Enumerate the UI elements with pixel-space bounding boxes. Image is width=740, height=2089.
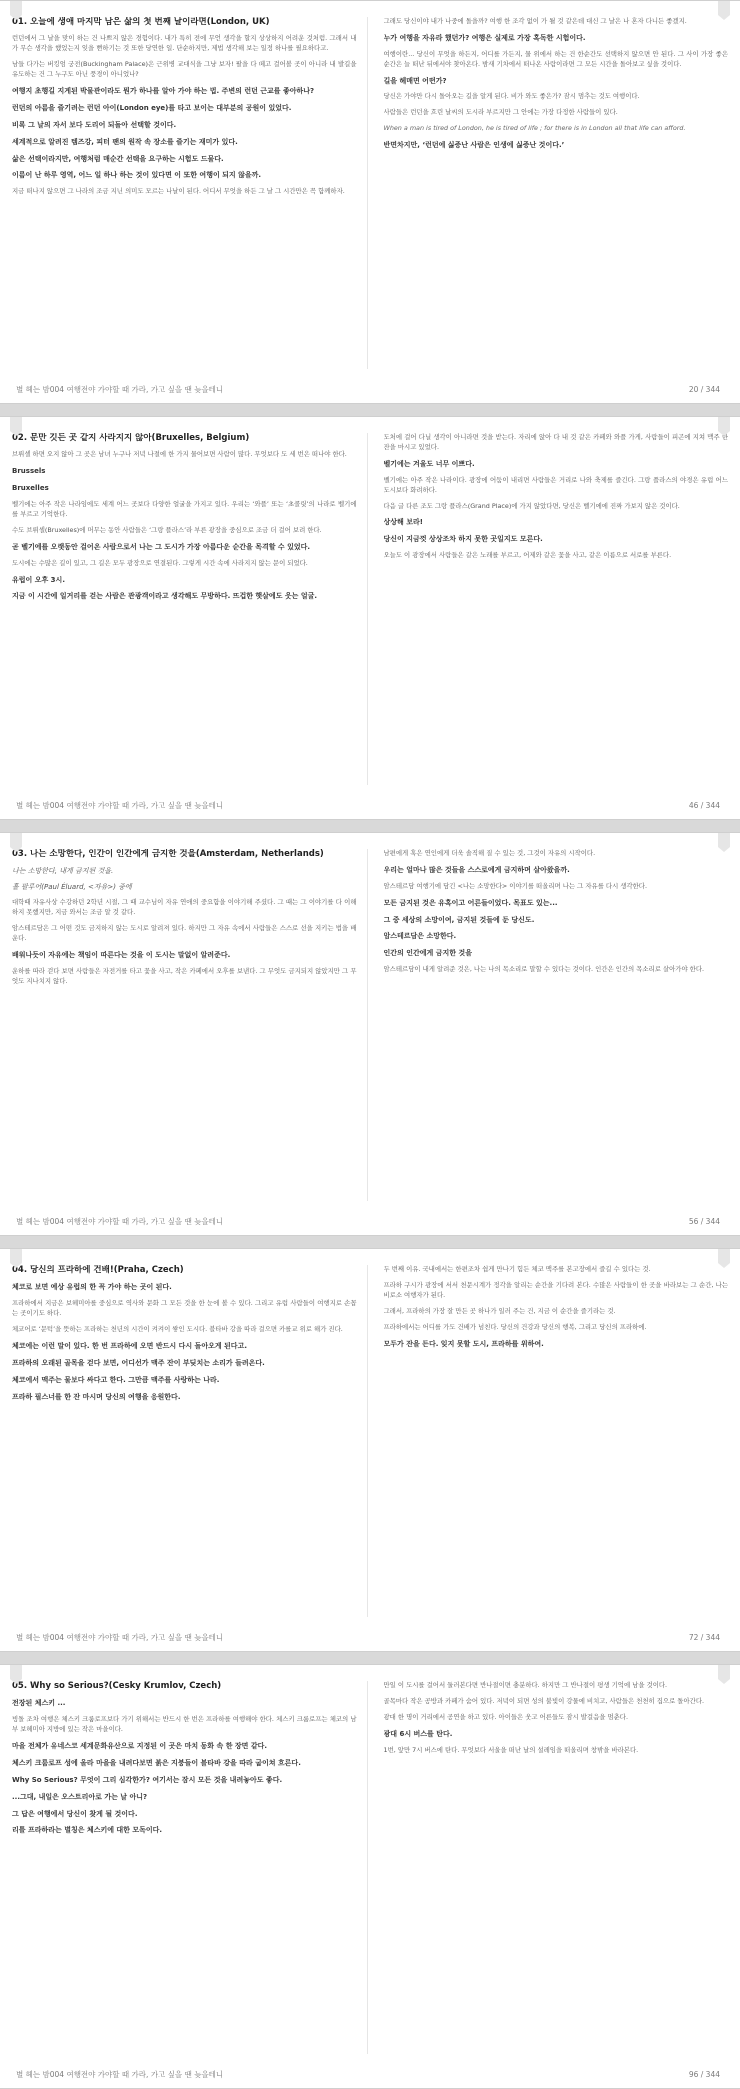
left-column: [12, 1681, 368, 2054]
body-paragraph: 그 중 세상의 소망이여, 금지된 것들에 둔 당신도.: [383, 915, 535, 924]
body-paragraph: 체코에는 이런 말이 있다. 한 번 프라하에 오면 반드시 다시 돌아오게 된다고.: [12, 1342, 247, 1351]
book-page-spread: [0, 0, 740, 404]
body-paragraph: 반면차지만, ‘런던에 싫증난 사람은 인생에 싫증난 것이다.’: [383, 141, 565, 150]
bookmark-right-icon[interactable]: [718, 1665, 730, 1679]
body-paragraph: 체코어로 ‘문턱’을 뜻하는 프라하는 천년의 시간이 켜켜이 쌓인 도시다. 블타바 강을 따라 걸으면 카를교 위로 해가 진다.: [12, 1325, 343, 1334]
body-paragraph: 빙돌 조차 여행은 체스키 크룸로프보다 가기 위해서는 반드시 한 번은 프라하를 여행해야 한다. 체스키 크룸로프는 체코의 남부 보헤미아 지방에 있는 작은 마을이다.: [12, 1715, 357, 1734]
body-paragraph: 프라하에서 지금은 보헤미아를 중심으로 역사와 문화 그 모든 것을 한 눈에 볼 수 있다. 그리고 유럽 사람들이 여행지로 손꼽는 곳이기도 하다.: [12, 1299, 357, 1318]
page-gap: [0, 1236, 740, 1248]
page-number: 72 / 344: [688, 1633, 720, 1642]
left-column: [12, 17, 368, 369]
left-column: [12, 849, 368, 1201]
body-paragraph: 누가 여행을 자유라 했던가? 여행은 실제로 가장 혹독한 시험이다.: [383, 33, 586, 42]
body-paragraph: 런던에서 그 날을 맞이 하는 건 나쁘지 않은 경험이다. 내가 특히 전에 무언 생각을 할지 상상하지 어려운 것처럼. 그래서 내가 무슨 생각을 했었는지 잊을 뻔하기는 것 또한 당연한 일. 단순하지만, 제법 생각해 보는 일정 하나를 필요하다고.: [12, 34, 357, 53]
body-paragraph: 1번, 앞만 7시 버스에 탄다. 무엇보다 서울을 떠난 날의 설레임을 떠올리며 창밖을 바라본다.: [383, 1745, 639, 1754]
chapter-heading: 03. 나는 소망한다, 인간이 인간에게 금지한 것을(Amsterdam, Netherlands): [12, 849, 324, 859]
right-column: [384, 433, 729, 785]
body-paragraph: 체코로 보면 예상 유럽의 한 꼭 가야 하는 곳이 된다.: [12, 1283, 172, 1292]
page-number: 56 / 344: [688, 1217, 720, 1226]
page-columns: [0, 833, 740, 1201]
page-gap: [0, 404, 740, 416]
epigraph-source: 홀 팔루어(Paul Éluard, <자유>) 중에: [12, 883, 132, 892]
body-paragraph: 골목마다 작은 공방과 카페가 숨어 있다. 저녁이 되면 성의 불빛이 강물에 비치고, 사람들은 천천히 집으로 돌아간다.: [383, 1696, 705, 1705]
body-paragraph: 지금 떠나지 않으면 그 나라의 조금 지닌 의미도 모르는 나날이 된다. 어디서 무엇을 하든 그 날 그 시간만은 꼭 함께하자.: [12, 187, 345, 196]
body-paragraph: 그래서, 프라하의 가장 잘 만든 곳 하나가 일러 주는 건, 지금 이 순간을 즐기라는 것.: [383, 1306, 616, 1315]
body-paragraph: 암스테르담은 소망한다.: [383, 932, 457, 941]
body-paragraph: 프라하에서는 어디를 가도 건배가 넘친다. 당신의 건강과 당신의 행복, 그리고 당신의 프라하에.: [383, 1322, 647, 1331]
chapter-heading: 02. 문만 깃든 곳 같지 사라지지 않아(Bruxelles, Belgium): [12, 433, 250, 443]
body-paragraph: 사람들은 런던을 흐린 날씨의 도시라 부르지만 그 안에는 가장 다정한 사람들이 있다.: [383, 108, 618, 117]
running-footer-text: 별 헤는 밤004 여행전야 가야할 때 가라, 가고 싶을 땐 늦을테니: [16, 2070, 224, 2079]
page-columns: [0, 1, 740, 369]
page-footer: [0, 2069, 740, 2080]
body-paragraph: 비록 그 날의 자서 보다 도리어 되돌아 선택할 것이다.: [12, 120, 177, 129]
book-page-spread: [0, 1248, 740, 1652]
body-paragraph: 광대 6시 버스를 탄다.: [383, 1729, 453, 1738]
body-paragraph: 체코에서 맥주는 물보다 싸다고 한다. 그만큼 맥주를 사랑하는 나라.: [12, 1375, 220, 1384]
body-paragraph: ...그대, 내일은 오스트리아로 가는 날 아니?: [12, 1792, 148, 1801]
running-footer-text: 별 헤는 밤004 여행전야 가야할 때 가라, 가고 싶을 땐 늦을테니: [16, 801, 224, 810]
body-paragraph: 프라하 필스너를 한 잔 마시며 당신의 여행을 응원한다.: [12, 1392, 181, 1401]
page-number: 20 / 344: [688, 385, 720, 394]
page-number: 46 / 344: [688, 801, 720, 810]
page-columns: [0, 417, 740, 785]
body-paragraph: 상상해 보라!: [383, 518, 423, 527]
page-columns: [0, 1249, 740, 1617]
body-paragraph: 벨기에는 겨울도 너무 이쁘다.: [383, 459, 475, 468]
right-column: [384, 1681, 729, 2054]
body-paragraph: 프라하의 오래된 골목을 걷다 보면, 어디선가 맥주 잔이 부딪치는 소리가 들려온다.: [12, 1358, 265, 1367]
body-paragraph: Brussels: [12, 467, 46, 476]
body-paragraph: 광대 한 명이 거리에서 공연을 하고 있다. 아이들은 웃고 어른들도 잠시 발걸음을 멈춘다.: [383, 1712, 629, 1721]
body-paragraph: 남들 다가는 버킹엄 궁전(Buckingham Palace)은 근위병 교대식을 그냥 보자! 팔을 다 떼고 걸어볼 곳이 아니라 내 발길을 유도하는 건 그 누구도 아닌 풍경이 아니었나?: [12, 60, 357, 79]
body-paragraph: 삶은 선택이라지만, 여행처럼 매순간 선택을 요구하는 시험도 드물다.: [12, 154, 224, 163]
body-paragraph: Why So Serious? 무엇이 그리 심각한가? 여기서는 잠시 모든 것을 내려놓아도 좋다.: [12, 1775, 283, 1784]
chapter-heading: 05. Why so Serious?(Cesky Krumlov, Czech): [12, 1681, 222, 1691]
body-paragraph: 리틀 프라하라는 별칭은 체스키에 대한 모독이다.: [12, 1826, 163, 1835]
body-paragraph: 암스테르담이 내게 알려준 것은, 나는 나의 목소리로 말할 수 있다는 것이다. 인간은 인간의 목소리로 살아가야 한다.: [383, 965, 705, 974]
page-footer: [0, 384, 740, 395]
body-paragraph: 프라하 구시가 광장에 서서 천문시계가 정각을 알리는 순간을 기다려 본다. 수많은 사람들이 한 곳을 바라보는 그 순간, 나는 비로소 여행자가 된다.: [383, 1280, 728, 1299]
body-paragraph: 암스테르담 여행기에 담긴 <나는 소망한다> 이야기를 떠올리며 나는 그 자유를 다시 생각한다.: [383, 881, 647, 890]
page-number: 96 / 344: [688, 2070, 720, 2079]
chapter-heading: 04. 당신의 프라하에 건배!(Praha, Czech): [12, 1265, 184, 1275]
body-paragraph: 당신이 지금껏 상상조차 하지 못한 곳일지도 모른다.: [383, 535, 543, 544]
page-footer: [0, 1216, 740, 1227]
body-paragraph: 모두가 잔을 든다. 잊지 못할 도시, 프라하를 위하여.: [383, 1339, 544, 1348]
bookmark-right-icon[interactable]: [718, 1249, 730, 1263]
body-paragraph: 대학때 자유사상 수강하던 2학년 시절, 그 때 교수님이 자유 연애의 중요함을 이야기해 주셨다. 그 때는 그 이야기를 다 이해하지 못했지만, 지금 와서는 조금 알 것 같다.: [12, 898, 357, 917]
page-footer: [0, 800, 740, 811]
body-paragraph: 오늘도 이 광장에서 사람들은 같은 노래를 부르고, 어제와 같은 꽃을 사고, 같은 이름으로 서로를 부른다.: [383, 551, 672, 560]
body-paragraph: 지금 이 시간에 일거리를 걷는 사람은 관광객이라고 생각해도 무방하다. 뜨겁한 햇살에도 웃는 얼굴.: [12, 592, 318, 601]
book-page-spread: [0, 416, 740, 820]
body-paragraph: 모든 금지된 것은 유혹이고 어른들이었다. 목표도 있는...: [383, 898, 558, 907]
body-paragraph: 브뤼셀 하면 오지 않아 그 곳은 남녀 누구나 저녁 나절에 한 가지 물어보면 사람이 많다. 무엇보다 도 세 번은 떠나야 한다.: [12, 450, 347, 459]
bookmark-left-icon[interactable]: [10, 1, 22, 15]
book-page-spread: [0, 832, 740, 1236]
body-paragraph: 이름이 난 하루 영역, 어느 일 하나 하는 것이 있다면 이 또한 여행이 되지 않을까.: [12, 171, 262, 180]
body-paragraph: 곧 벨기에를 오랫동안 걸어온 사람으로서 나는 그 도시가 가장 아름다운 순간을 목격할 수 있었다.: [12, 542, 311, 551]
body-paragraph: 세계적으로 알려진 템즈강, 피터 팬의 원작 속 장소를 즐기는 재미가 있다.: [12, 137, 238, 146]
page-gap: [0, 1652, 740, 1664]
running-footer-text: 별 헤는 밤004 여행전야 가야할 때 가라, 가고 싶을 땐 늦을테니: [16, 1217, 224, 1226]
bookmark-right-icon[interactable]: [718, 1, 730, 15]
body-paragraph: 두 번째 이유. 국내에서는 한편조차 쉽게 만나기 힘든 체코 맥주를 본고장에서 즐길 수 있다는 것.: [383, 1265, 651, 1273]
body-paragraph: 여행지 초행길 지게된 박물관이라도 뭔가 하나를 알아 가야 하는 법. 주변의 런던 근교를 좋아하나?: [12, 87, 315, 96]
running-footer-text: 별 헤는 밤004 여행전야 가야할 때 가라, 가고 싶을 땐 늦을테니: [16, 1633, 224, 1642]
epigraph: 나는 소망한다, 내게 금지된 것을.: [12, 867, 114, 876]
body-paragraph: 우리는 얼마나 많은 것들을 스스로에게 금지하며 살아왔을까.: [383, 865, 570, 874]
body-paragraph: 다음 글 다른 조도 그랑 플라스(Grand Place)에 가지 않았다면, 당신은 벨기에에 진짜 가보지 않은 것이다.: [383, 501, 680, 510]
body-paragraph: 남편에게 혹은 연인에게 더욱 솔직해 질 수 있는 것, 그것이 자유의 시작이다.: [383, 849, 596, 857]
body-paragraph: 마을 전체가 유네스코 세계문화유산으로 지정된 이 곳은 마치 동화 속 한 장면 같다.: [12, 1742, 268, 1751]
page-columns: [0, 1665, 740, 2054]
body-paragraph: 당신은 가야만 다시 돌아오는 길을 알게 된다. 비가 와도 좋은가? 잠시 멈추는 것도 여행이다.: [383, 92, 640, 101]
right-column: [384, 17, 729, 369]
bookmark-right-icon[interactable]: [718, 833, 730, 847]
body-paragraph: 운하를 따라 걷다 보면 사람들은 자전거를 타고 꽃을 사고, 작은 카페에서 오후를 보낸다. 그 무엇도 금지되지 않았지만 그 무엇도 지나치지 않다.: [12, 967, 357, 985]
body-paragraph: 길을 헤매면 어떤가?: [383, 76, 447, 85]
bookmark-right-icon[interactable]: [718, 417, 730, 431]
body-paragraph: Bruxelles: [12, 484, 49, 493]
body-paragraph: 벨기에는 아주 작은 나라임에도 세계 어느 곳보다 다양한 얼굴을 가지고 있다. 우리는 ‘와플’ 또는 ‘초콜릿’의 나라로 벨기에를 부르고 기억한다.: [12, 500, 357, 518]
body-paragraph: When a man is tired of London, he is tired of life ; for there is in London all that life can afford.: [383, 124, 686, 133]
bookmark-left-icon[interactable]: [10, 1249, 22, 1263]
book-page-spread: [0, 1664, 740, 2089]
body-paragraph: 인간의 인간에게 금지한 것을: [383, 949, 472, 958]
body-paragraph: 수도 브뤼셀(Bruxelles)에 머무는 동안 사람들은 ‘그랑 플라스’라 부른 광장을 중심으로 조금 더 걸어 보려 한다.: [12, 525, 322, 534]
bookmark-left-icon[interactable]: [10, 417, 22, 431]
right-column: [384, 1265, 729, 1617]
body-paragraph: 그 답은 여행에서 당신이 찾게 될 것이다.: [12, 1809, 138, 1818]
chapter-heading: 01. 오늘에 생애 마지막 남은 삶의 첫 번째 날이라면(London, UK): [12, 17, 270, 27]
bookmark-left-icon[interactable]: [10, 833, 22, 847]
bookmark-left-icon[interactable]: [10, 1665, 22, 1679]
body-paragraph: 그래도 당신이야 내가 나중에 돌을까? 여행 한 조각 없이 가 될 것 같은데 대신 그 날은 나 혼자 다니든 좋겠지.: [383, 17, 687, 25]
body-paragraph: 런던의 아름을 즐기려는 런던 아이(London eye)를 타고 보이는 대부분의 공원이 있었다.: [12, 104, 292, 112]
body-paragraph: 전장된 체스키 ...: [12, 1699, 66, 1708]
running-footer-text: 별 헤는 밤004 여행전야 가야할 때 가라, 가고 싶을 땐 늦을테니: [16, 385, 224, 394]
body-paragraph: 체스키 크룸로프 성에 올라 마을을 내려다보면 붉은 지붕들이 블타바 강을 따라 굽이쳐 흐른다.: [12, 1759, 301, 1767]
body-paragraph: 배워나듯이 자유에는 책임이 따른다는 것을 이 도시는 말없이 알려준다.: [12, 951, 231, 960]
left-column: [12, 1265, 368, 1617]
body-paragraph: 유럽이 오후 3시.: [12, 575, 65, 584]
right-column: [384, 849, 729, 1201]
body-paragraph: 도시에는 수많은 길이 있고, 그 길은 모두 광장으로 연결된다. 그렇게 시간 속에 사라지지 않는 문이 되었다.: [12, 558, 308, 567]
body-paragraph: 벨기에는 아주 작은 나라이다. 광장에 어둠이 내리면 사람들은 거리로 나와 축제를 즐긴다. 그랑 플라스의 야경은 유럽 어느 도시보다 화려하다.: [383, 475, 728, 494]
body-paragraph: 여행이란... 당신이 무엇을 하든지, 어디를 가든지, 물 위에서 하는 건 한순간도 선택하지 않으면 안 된다. 그 사이 가장 좋은 순간은 늘 떠난 뒤에서야 찾아온다. 밤새 기차에서 떠나온 사람이라면 그 모든 시간을 돌아보고 싶을 것이다.: [383, 49, 728, 68]
page-gap: [0, 820, 740, 832]
page-footer: [0, 1632, 740, 1643]
body-paragraph: 암스테르담은 그 어떤 것도 금지하지 않는 도시로 알려져 있다. 하지만 그 자유 속에서 사람들은 스스로 선을 지키는 법을 배운다.: [12, 924, 357, 943]
body-paragraph: 도처에 걸어 다닐 생각이 아니라면 것을 받는다. 자리에 앉아 다 내 것 같은 카페와 와플 가게, 사람들이 피곤에 지쳐 맥주 한 잔을 마시고 있었다.: [383, 433, 728, 451]
left-column: [12, 433, 368, 785]
body-paragraph: 만일 이 도시를 걸어서 둘러본다면 반나절이면 충분하다. 하지만 그 반나절이 평생 기억에 남을 것이다.: [383, 1681, 668, 1689]
